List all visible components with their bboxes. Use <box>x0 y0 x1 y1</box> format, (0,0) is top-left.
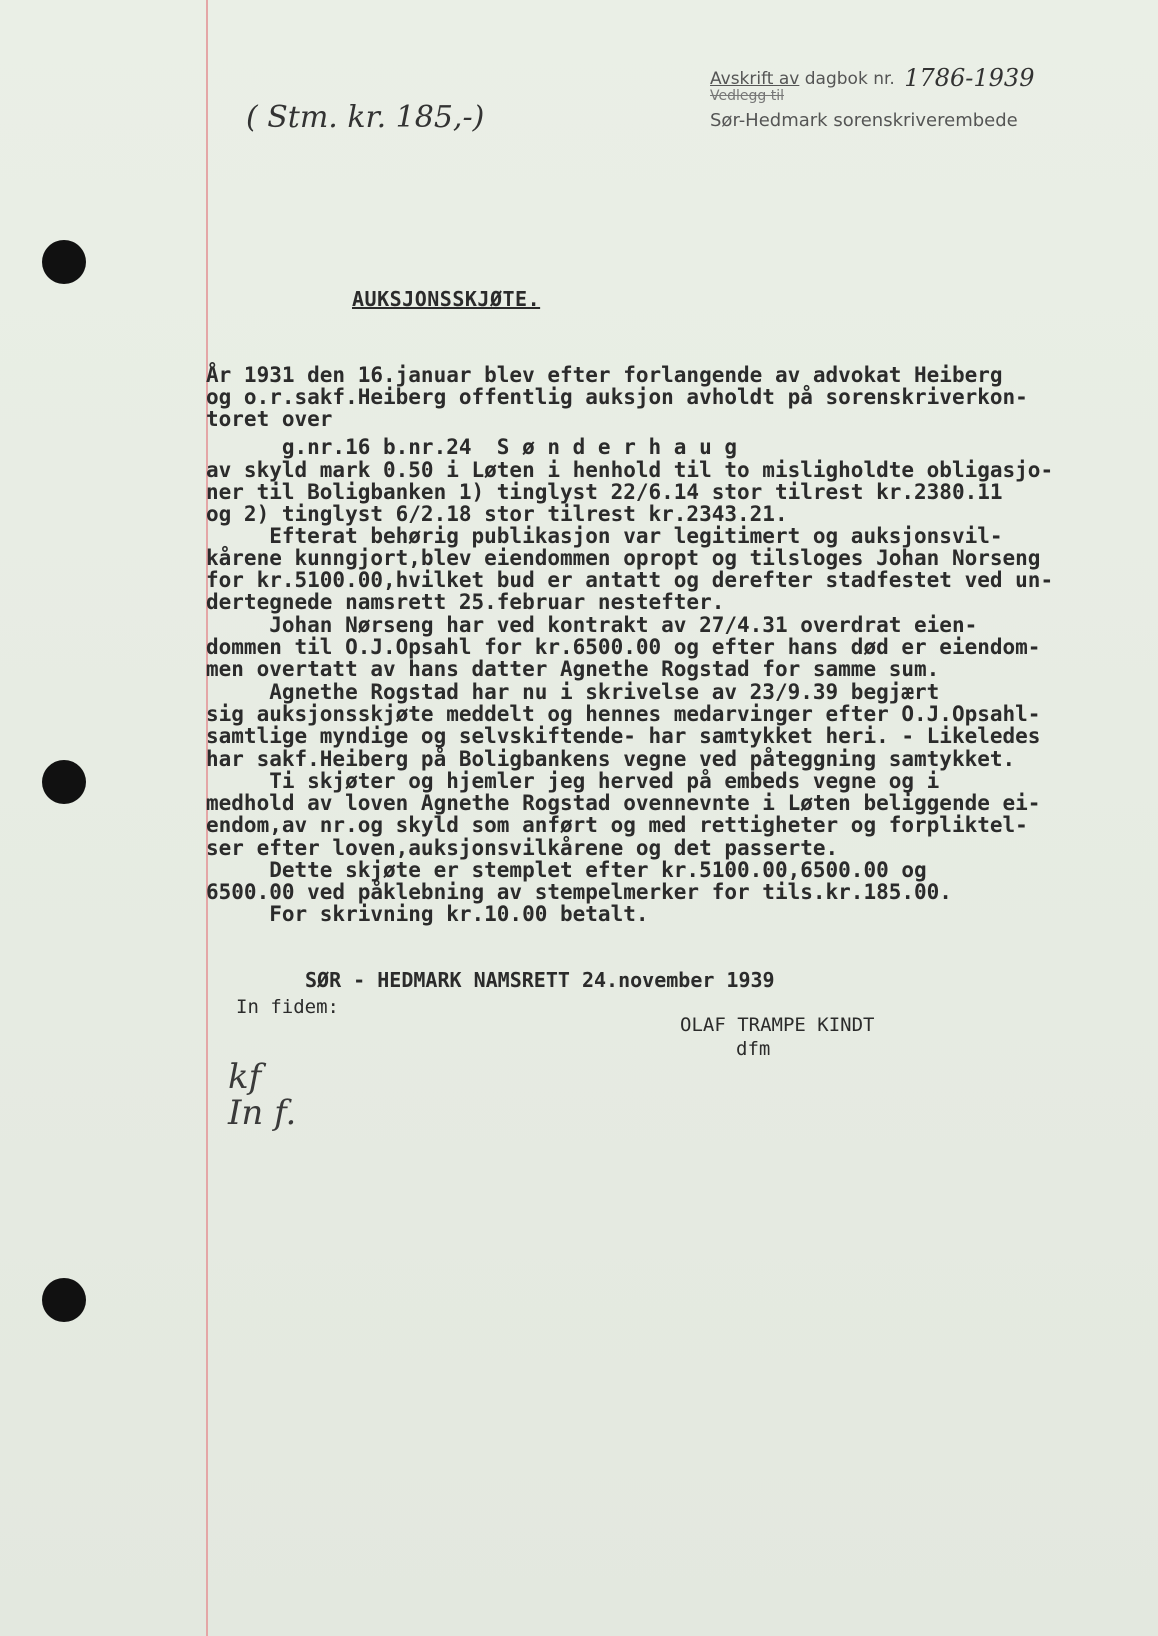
dagbok-label: dagbok nr. <box>804 69 895 89</box>
signer-name: OLAF TRAMPE KINDT <box>680 1014 875 1036</box>
body-line: av skyld mark 0.50 i Løten i henhold til to misligholdte obligasjo- <box>206 458 1054 482</box>
body-line: g.nr.16 b.nr.24 S ø n d e r h a u g <box>206 435 738 459</box>
body-line: endom,av nr.og skyld som anført og med rettigheter og forpliktel- <box>206 813 1028 837</box>
court-line: SØR - HEDMARK NAMSRETT 24.november 1939 <box>305 968 775 992</box>
signer-title: dfm <box>736 1038 771 1060</box>
body-line: ser efter loven,auksjonsvilkårene og det passerte. <box>206 836 839 860</box>
initials-line-2: In f. <box>228 1092 297 1133</box>
document-title: AUKSJONSSKJØTE. <box>352 287 541 311</box>
punch-hole-icon <box>42 1278 86 1322</box>
margin-note: ( Stm. kr. 185,-) <box>246 100 485 135</box>
body-line: men overtatt av hans datter Agnethe Rogstad for samme sum. <box>206 657 940 681</box>
body-line: Efterat behørig publikasjon var legitimert og auksjonsvil- <box>206 524 1003 548</box>
body-line: toret over <box>206 407 333 431</box>
body-line: Johan Nørseng har ved kontrakt av 27/4.31 overdrat eien- <box>206 613 978 637</box>
office-stamp <box>710 56 1130 136</box>
body-line: For skrivning kr.10.00 betalt. <box>206 902 649 926</box>
handwritten-initials <box>228 1057 297 1133</box>
initials-line-1: kf <box>228 1057 262 1097</box>
body-line: Ti skjøter og hjemler jeg herved på embeds vegne og i <box>206 769 940 793</box>
body-line: og 2) tinglyst 6/2.18 stor tilrest kr.2343.21. <box>206 502 788 526</box>
in-fidem: In fidem: <box>236 996 339 1018</box>
stamp-prefix: Avskrift av <box>710 69 800 89</box>
body-line: År 1931 den 16.januar blev efter forlangende av advokat Heiberg <box>206 363 1003 387</box>
punch-hole-icon <box>42 240 86 284</box>
body-line: sig auksjonsskjøte meddelt og hennes medarvinger efter O.J.Opsahl- <box>206 702 1041 726</box>
body-line: Agnethe Rogstad har nu i skrivelse av 23/9.39 begjært <box>206 680 940 704</box>
body-line: medhold av loven Agnethe Rogstad ovennevnte i Løten beliggende ei- <box>206 791 1041 815</box>
body-line: Dette skjøte er stemplet efter kr.5100.00,6500.00 og <box>206 858 927 882</box>
body-line: samtlige myndige og selvskiftende- har samtykket heri. - Likeledes <box>206 724 1041 748</box>
body-line: for kr.5100.00,hvilket bud er antatt og derefter stadfestet ved un- <box>206 568 1054 592</box>
body-line: har sakf.Heiberg på Boligbankens vegne ved påteggning samtykket. <box>206 747 1016 771</box>
dagbok-number: 1786-1939 <box>904 64 1035 92</box>
struck-text: Vedlegg til <box>710 88 784 104</box>
office-name: Sør-Hedmark sorenskriverembede <box>710 110 1018 131</box>
body-line: 6500.00 ved påklebning av stempelmerker for tils.kr.185.00. <box>206 880 952 904</box>
punch-hole-icon <box>42 760 86 804</box>
body-line: og o.r.sakf.Heiberg offentlig auksjon avholdt på sorenskriverkon- <box>206 385 1028 409</box>
body-line: dommen til O.J.Opsahl for kr.6500.00 og efter hans død er eiendom- <box>206 635 1041 659</box>
body-line: ner til Boligbanken 1) tinglyst 22/6.14 stor tilrest kr.2380.11 <box>206 480 1003 504</box>
body-line: kårene kunngjort,blev eiendommen opropt og tilsloges Johan Norseng <box>206 546 1041 570</box>
body-line: dertegnede namsrett 25.februar nestefter. <box>206 590 725 614</box>
